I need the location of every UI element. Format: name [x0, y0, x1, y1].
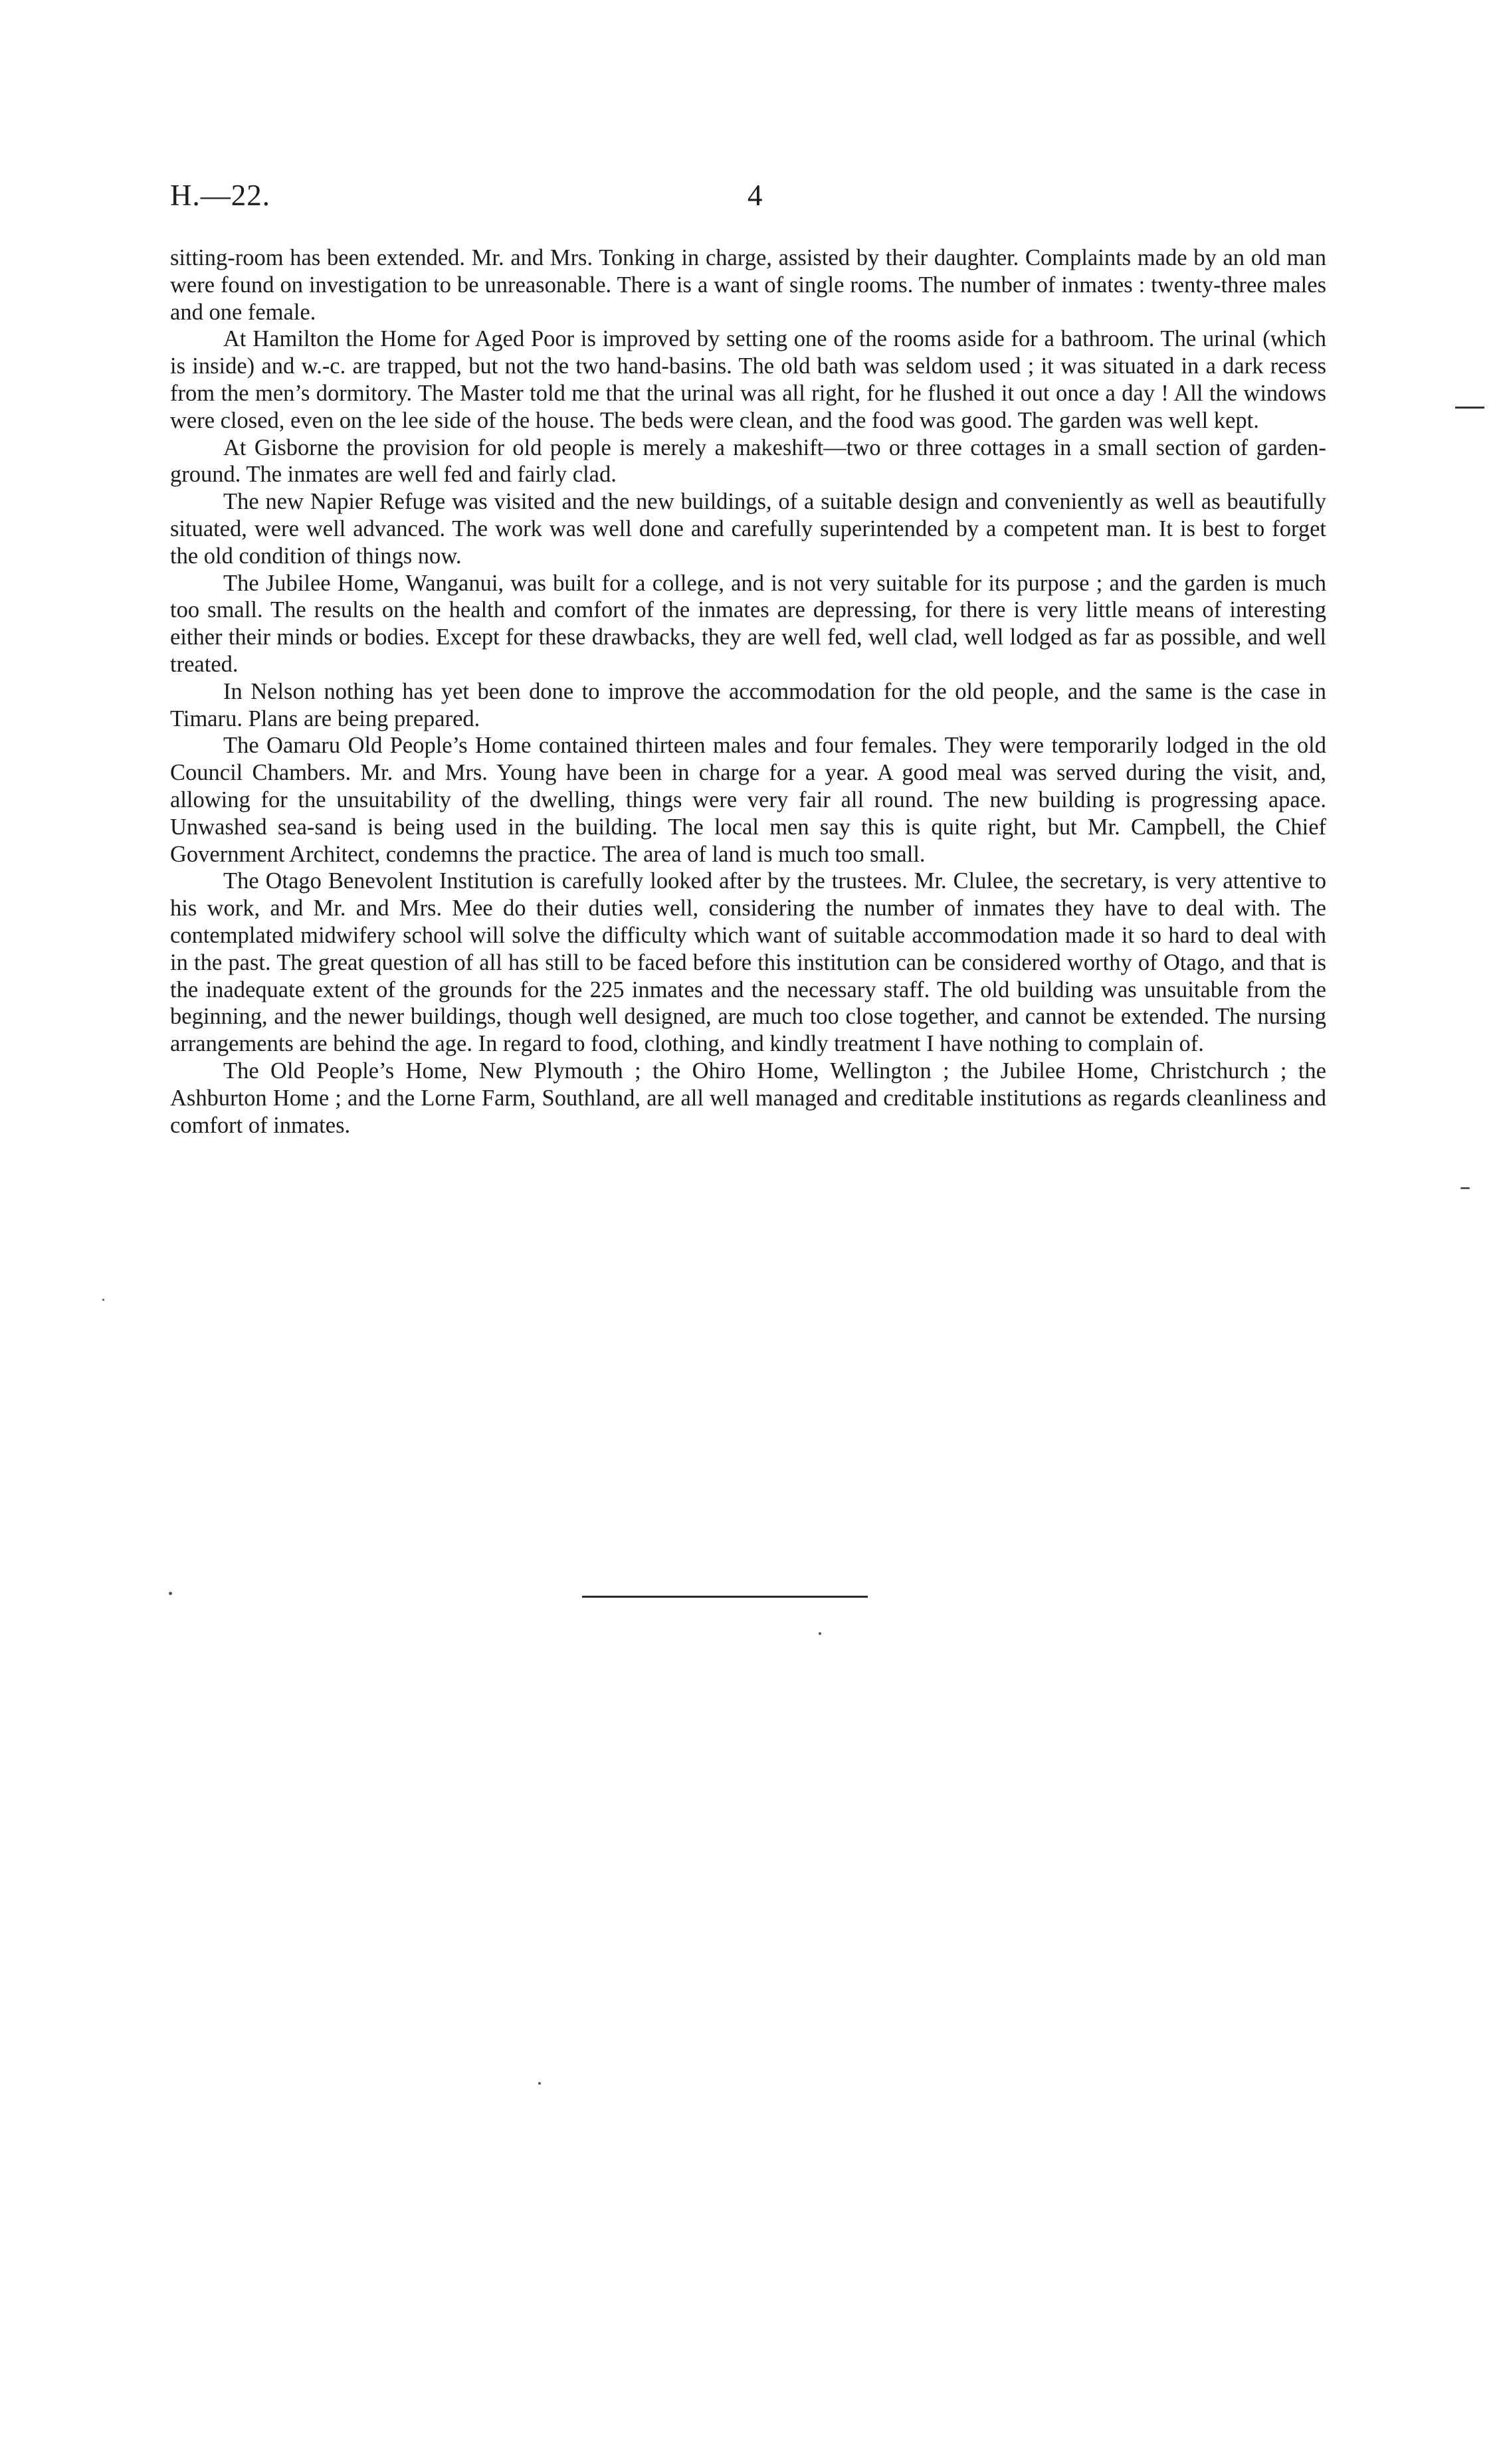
paragraph-oamaru: The Oamaru Old People’s Home contained thirteen males and four females. They were temporarily lodged in the old Council Chambers. Mr. and Mrs. Young have been in charge for a year. A good meal was served during the visit, and, allowing for the unsuitability of the dwelling, things were very fair all round. The new building is progressing apace. Unwashed sea-sand is being used in the building. The local men say this is quite right, but Mr. Campbell, the Chief Government Architect, condemns the practice. The area of land is much too small.	[170, 733, 1326, 867]
scan-speck	[538, 2082, 541, 2085]
paragraph-other-homes: The Old People’s Home, New Plymouth ; the Ohiro Home, Wellington ; the Jubilee Home, Christchurch ; the Ashburton Home ; and the Lorne Farm, Southland, are all well managed and creditable institutions as regards cleanliness and comfort of inmates.	[170, 1058, 1326, 1138]
paragraph-wanganui: The Jubilee Home, Wanganui, was built for a college, and is not very suitable for its purpose ; and the garden is much too small. The results on the health and comfort of the inmates are depressing, for there is very little means of interesting either their minds or bodies. Except for these drawbacks, they are well fed, well clad, well lodged as far as possible, and well treated.	[170, 570, 1326, 677]
paragraph-napier: The new Napier Refuge was visited and the new buildings, of a suitable design and conveniently as well as beautifully situated, were well advanced. The work was well done and carefully superintended by a competent man. It is best to forget the old condition of things now.	[170, 489, 1326, 569]
paragraph-tonking: sitting-room has been extended. Mr. and Mrs. Tonking in charge, assisted by their daughter. Complaints made by an old man were found on investigation to be unreasonable. There is a want of single rooms. The number of inmates : twenty-three males and one female.	[170, 245, 1326, 325]
paragraph-otago: The Otago Benevolent Institution is carefully looked after by the trustees. Mr. Clulee, the secretary, is very attentive to his work, and Mr. and Mrs. Mee do their duties well, considering the number of inmates they have to deal with. The contemplated midwifery school will solve the difficulty which want of suitable accommodation made it so hard to deal with in the past. The great question of all has still to be faced before this institution can be considered worthy of Otago, and that is the inadequate extent of the grounds for the 225 inmates and the necessary staff. The old building was unsuitable from the beginning, and the newer buildings, though well designed, are much too close together, and cannot be extended. The nursing arrangements are behind the age. In regard to food, clothing, and kindly treatment I have nothing to complain of.	[170, 868, 1326, 1057]
paragraph-nelson: In Nelson nothing has yet been done to improve the accommodation for the old people, and the same is the case in Timaru. Plans are being prepared.	[170, 678, 1326, 731]
scan-speck	[1460, 1187, 1470, 1189]
document-reference: H.—22.	[170, 179, 270, 212]
report-body	[170, 244, 1326, 1139]
paragraph-gisborne: At Gisborne the provision for old people is merely a makeshift—two or three cottages in a small section of garden-ground. The inmates are well fed and fairly clad.	[170, 434, 1326, 488]
end-rule-divider	[582, 1596, 868, 1598]
scan-speck	[819, 1632, 821, 1635]
page-header	[0, 178, 1499, 218]
scan-speck	[102, 1299, 104, 1301]
scan-speck	[169, 1592, 172, 1595]
page-number: 4	[748, 179, 763, 212]
margin-mark	[1455, 407, 1484, 409]
paragraph-hamilton: At Hamilton the Home for Aged Poor is improved by setting one of the rooms aside for a bathroom. The urinal (which is inside) and w.-c. are trapped, but not the two hand-basins. The old bath was seldom used ; it was situated in a dark recess from the men’s dormitory. The Master told me that the urinal was all right, for he flushed it out once a day ! All the windows were closed, even on the lee side of the house. The beds were clean, and the food was good. The garden was well kept.	[170, 326, 1326, 433]
